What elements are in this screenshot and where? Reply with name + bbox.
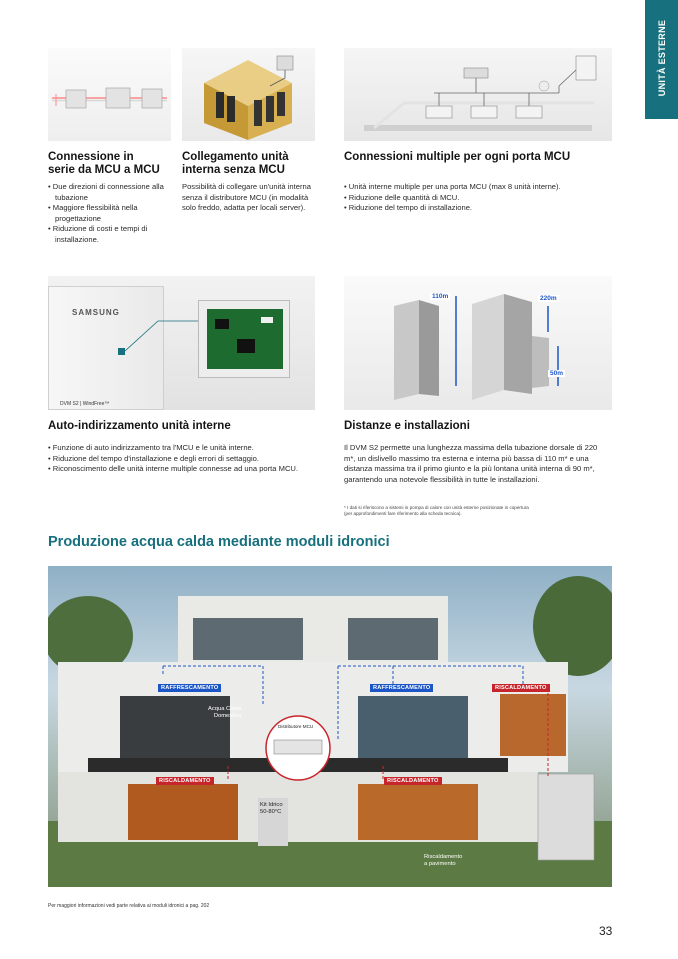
multiple-bullet: • Unità interne multiple per una porta MCU (max 8 unità interne). <box>344 182 612 193</box>
cooling-tag: RAFFRESCAMENTO <box>158 684 221 692</box>
heating-tag: RISCALDAMENTO <box>156 777 214 785</box>
auto-bullet: • Funzione di auto indirizzamento tra l'MCU e le unità interne. <box>48 443 315 454</box>
distance-50-label: 50m <box>550 370 564 377</box>
interna-title-line2: interna senza MCU <box>182 164 285 176</box>
serie-title-line2: serie da MCU a MCU <box>48 164 160 176</box>
distanze-note <box>344 505 612 517</box>
serie-bullet: • Riduzione di costi e tempi di installazione. <box>48 224 166 245</box>
auto-bullet: • Riduzione del tempo d'installazione e degli errori di settaggio. <box>48 454 315 465</box>
heating-tag: RISCALDAMENTO <box>492 684 550 692</box>
floor-heating-line: a pavimento <box>424 861 456 867</box>
auto-bullets <box>48 443 315 475</box>
serie-title <box>48 151 160 177</box>
hydro-kit-label <box>260 802 283 816</box>
server-room-image <box>182 48 315 141</box>
interna-title <box>182 151 289 177</box>
floor-heating-label <box>424 854 462 868</box>
heating-tag: RISCALDAMENTO <box>384 777 442 785</box>
side-tab-label: UNITÀ ESTERNE <box>656 19 667 97</box>
serie-bullet: • Due direzioni di connessione alla tubazione <box>48 182 166 203</box>
auto-bullet: • Riconoscimento delle unità interne multiple connesse ad una porta MCU. <box>48 464 315 475</box>
footer-note: Per maggiori informazioni vedi parte relativa ai moduli idronici a pag. 202 <box>48 903 210 909</box>
interna-text: Possibilità di collegare un'unità interna senza il distributore MCU (in modalità solo freddo, adatta per locali server). <box>182 182 311 213</box>
page-number: 33 <box>599 924 613 938</box>
distanze-text: Il DVM S2 permette una lunghezza massima della tubazione dorsale di 220 m*, un dislivello massimo tra esterna e interna più bassa di 110 m* e una distanza massima tra il primo giunto e la più lontana unità interna di 90 m*, garantendo una notevole flessibilità in tutte le installazioni. <box>344 443 598 484</box>
hot-water-line: Acqua Calda <box>208 706 242 712</box>
distance-220-label: 220m <box>540 295 557 302</box>
multiple-bullet: • Riduzione del tempo di installazione. <box>344 203 612 214</box>
server-room-illustration <box>182 48 315 141</box>
section-title: Produzione acqua calda mediante moduli idronici <box>48 534 390 550</box>
auto-addressing-image <box>48 276 315 410</box>
multiple-connections-image <box>344 48 612 141</box>
mcu-distributor-label: Distributore MCU <box>278 724 314 729</box>
multiple-bullets <box>344 182 612 214</box>
house-scene <box>48 566 612 887</box>
section-side-tab <box>645 0 678 119</box>
mcu-series-image <box>48 48 171 141</box>
serie-bullet: • Maggiore flessibilità nella progettazione <box>48 203 166 224</box>
cooling-tag: RAFFRESCAMENTO <box>370 684 433 692</box>
callout-lines <box>48 276 315 410</box>
hydro-kit-line: 50-80°C <box>260 809 282 815</box>
samsung-logo: SAMSUNG <box>72 308 120 317</box>
serie-title-line1: Connessione in <box>48 151 134 163</box>
distance-110-label: 110m <box>432 293 449 300</box>
hot-water-line: Domestica <box>213 713 242 719</box>
distanze-note-line: (per approfondimenti fare riferimento alla scheda tecnica). <box>344 511 462 516</box>
dvm-label: DVM S2 | WindFree™ <box>60 401 110 407</box>
multi-port-diagram <box>344 48 612 141</box>
floor-heating-line: Riscaldamento <box>424 854 463 860</box>
distances-image <box>344 276 612 410</box>
interna-title-line1: Collegamento unità <box>182 151 289 163</box>
distanze-title: Distanze e installazioni <box>344 420 470 432</box>
house-illustration <box>48 566 612 887</box>
hydro-kit-line: Kit Idrico <box>260 802 283 808</box>
serie-bullets <box>48 182 166 246</box>
multiple-title: Connessioni multiple per ogni porta MCU <box>344 151 571 163</box>
distanze-note-line: * I dati si riferiscono a sistemi in pompa di calore con unità esterne posizionate in copertura <box>344 505 529 510</box>
distances-diagram <box>344 276 612 410</box>
multiple-bullet: • Riduzione delle quantità di MCU. <box>344 193 612 204</box>
hot-water-label <box>208 706 241 720</box>
auto-title: Auto-indirizzamento unità interne <box>48 420 231 432</box>
mcu-series-diagram <box>48 48 171 141</box>
